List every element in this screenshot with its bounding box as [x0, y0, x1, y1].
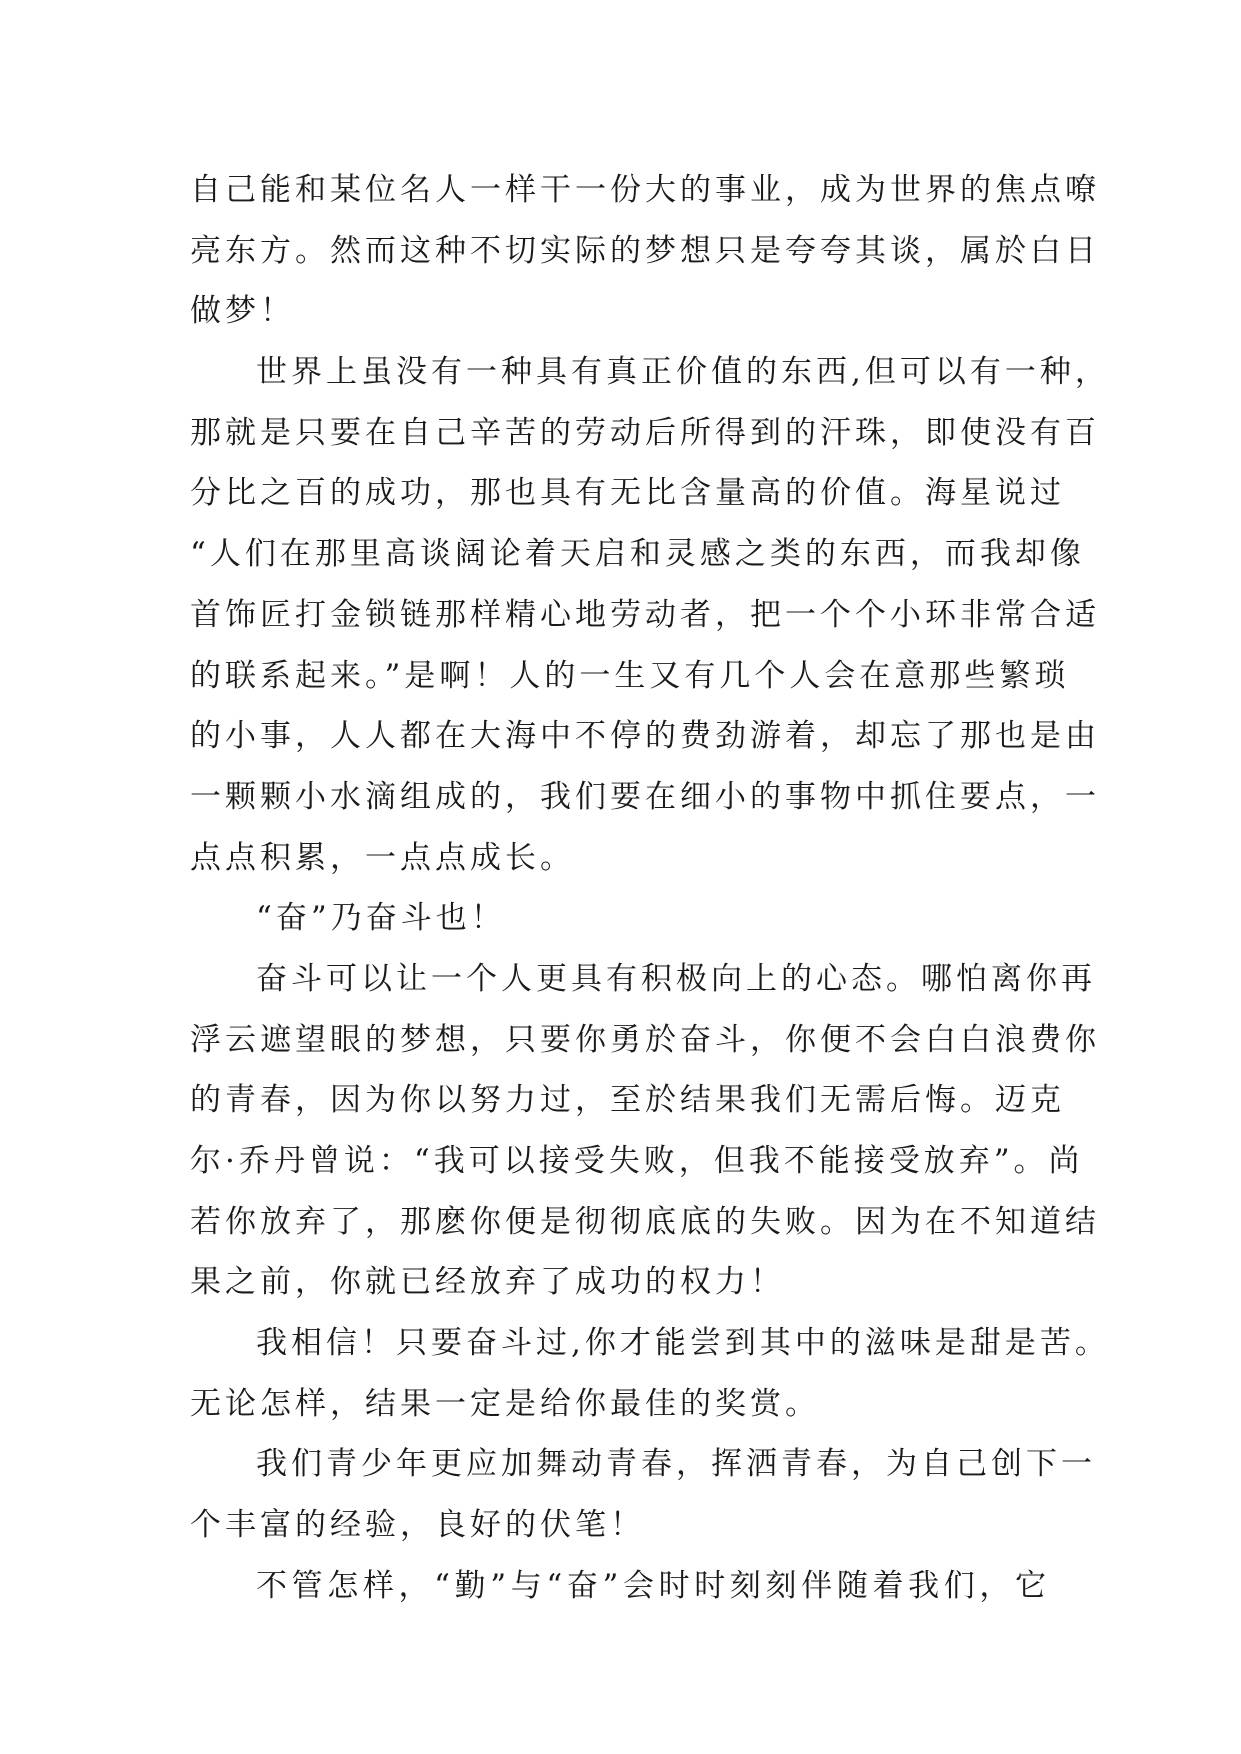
paragraph-first-line: 我相信！只要奋斗过,你才能尝到其中的滋味是甜是苦。: [256, 1325, 1110, 1362]
text-line: 那就是只要在自己辛苦的劳动后所得到的汗珠，即使没有百: [190, 414, 1100, 451]
text-line: 的小事，人人都在大海中不停的费劲游着，却忘了那也是由: [190, 718, 1100, 755]
paragraph-first-line: 不管怎样，“勤”与“奋”会时时刻刻伴随着我们，它: [256, 1567, 1050, 1604]
text-line: 亮东方。然而这种不切实际的梦想只是夸夸其谈，属於白日: [190, 232, 1100, 269]
text-line: 若你放弃了，那麽你便是彻彻底底的失败。因为在不知道结: [190, 1203, 1100, 1240]
paragraph-first-line: 奋斗可以让一个人更具有积极向上的心态。哪怕离你再: [256, 960, 1096, 997]
text-line: 果之前，你就已经放弃了成功的权力！: [190, 1264, 785, 1301]
text-line: 点点积累，一点点成长。: [190, 839, 575, 876]
text-line: 自己能和某位名人一样干一份大的事业，成为世界的焦点嘹: [190, 172, 1100, 208]
text-line: 的联系起来。”是啊！人的一生又有几个人会在意那些繁琐: [190, 657, 1070, 694]
text-line: 浮云遮望眼的梦想，只要你勇於奋斗，你便不会白白浪费你: [190, 1021, 1100, 1058]
text-line: 的青春，因为你以努力过，至於结果我们无需后悔。迈克: [190, 1082, 1065, 1119]
text-line: 一颗颗小水滴组成的，我们要在细小的事物中抓住要点，一: [190, 778, 1100, 815]
text-line: 尔·乔丹曾说：“我可以接受失败，但我不能接受放弃”。尚: [190, 1143, 1084, 1179]
text-line: “人们在那里高谈阔论着天启和灵感之类的东西，而我却像: [190, 536, 1085, 573]
paragraph-first-line: 我们青少年更应加舞动青春，挥洒青春，为自己创下一: [256, 1446, 1096, 1483]
paragraph-first-line: 世界上虽没有一种具有真正价值的东西,但可以有一种，: [256, 354, 1110, 391]
paragraph-heading-line: “奋”乃奋斗也！: [256, 900, 506, 937]
text-line: 分比之百的成功，那也具有无比含量高的价值。海星说过: [190, 475, 1065, 512]
text-line: 个丰富的经验，良好的伏笔！: [190, 1507, 645, 1544]
document-body: [190, 160, 1110, 1617]
text-line: 首饰匠打金锁链那样精心地劳动者，把一个个小环非常合适: [190, 596, 1100, 633]
text-line: 做梦！: [190, 293, 295, 330]
text-line: 无论怎样，结果一定是给你最佳的奖赏。: [190, 1385, 820, 1422]
